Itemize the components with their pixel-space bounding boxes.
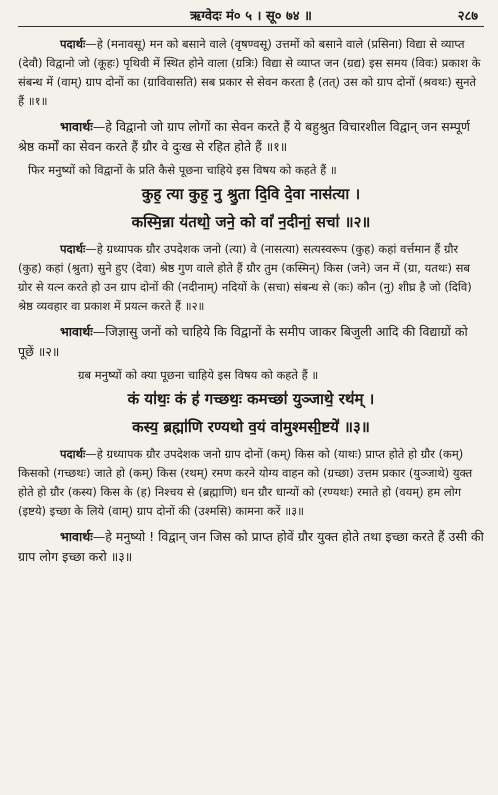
header-title: ऋग्वेदः मं० ५ । सू० ७४ ॥ xyxy=(190,9,312,24)
padartha-text: —हे (मनावसू) मन को बसाने वाले (वृषण्वसू) उत्तमों को बसाने वाले (प्रसिना) विद्या से व्याप्त (देवौ) विद्वानो जो (कूहः) पृथिवी में स्थित होने वाला (ग्रत्रिः) विद्या से व्याप्त जन (ग्रद्य) इस समय (विवः) प्रकाश के संबन्ध में (वाम्) ग्राप दोनों का (ग्राविवासति) सब प्रकार से सेवन करता है (तत्) उस को ग्राप दोनों (श्रवथः) सुनते हैं ॥१॥ xyxy=(18,37,481,108)
padartha-label: पदार्थः xyxy=(60,37,86,51)
mantra-3-line-2: कस्य॒ ब्रह्मा॑णि रण्यथो व॒यं वा॑मुश्मसी॒ष्टये॑ ॥३॥ xyxy=(132,418,370,436)
topic-intro-1: फिर मनुष्यों को विद्वानों के प्रति कैसे पूछना चाहिये इस विषय को कहते हैं ॥ xyxy=(28,163,337,177)
mantra-2-line-2: कस्मि॒न्ना य॑तथो॒ जने॒ को वां॑ न॒दीनां॒ सचा॑ ॥२॥ xyxy=(131,213,371,231)
running-header xyxy=(18,4,484,27)
bhavartha-label: भावार्थः xyxy=(60,119,93,134)
mantra-2-line-1: कुह॒ त्या कुह॒ नु श्रु॒ता दि॒वि दे॒वा नास॑त्या । xyxy=(141,185,361,203)
bhavartha-text: —हे मनुष्यो ! विद्वान् जन जिस को प्राप्त होवें ग्रौर युक्त होते तथा इच्छा करते हैं उसी की ग्राप लोग इच्छा करो ॥३॥ xyxy=(18,529,484,564)
mantra-3-line-1: कं या॑थः॒ कं ह॑ गच्छथः॒ कमच्छा॑ युञ्जाथे॒ रथ॑म् । xyxy=(127,390,375,408)
bhavartha-label: भावार्थः xyxy=(60,529,93,544)
padartha-label: पदार्थः xyxy=(60,447,86,461)
padartha-text: —हे ग्रध्यापक ग्रौर उपदेशक जनो (त्या) वे (नासत्या) सत्यस्वरूप (कुह) कहां वर्त्तमान हैं ग्रौर (कुह) कहां (श्रुता) सुने हुए (देवा) श्रेष्ठ गुण वाले होते हैं ग्रौर तुम (कस्मिन्) किस (जने) जन में (ग्रा, यतथः) सब ग्रोर से यत्न करते हो उन ग्राप दोनों की (नदीनाम्) नदियों के (सचा) संबन्ध से (कः) कौन (नु) शीघ्र है जो (दिवि) श्रेष्ठ व्यवहार वा प्रकाश में प्रयत्न करते हैं ॥२॥ xyxy=(18,242,472,313)
bhavartha-paragraph-1 xyxy=(18,117,484,157)
topic-intro-2: ग्रब मनुष्यों को क्या पूछना चाहिये इस विषय को कहते हैं ॥ xyxy=(78,368,319,382)
bhavartha-label: भावार्थः xyxy=(60,324,93,339)
padartha-paragraph-2 xyxy=(18,240,484,316)
padartha-label: पदार्थः xyxy=(60,242,86,256)
padartha-paragraph-3 xyxy=(18,445,484,521)
bhavartha-paragraph-2 xyxy=(18,322,484,362)
bhavartha-text: —जिज्ञासु जनों को चाहिये कि विद्वानों के समीप जाकर बिजुली आदि की विद्याग्रों को पूछें ॥२॥ xyxy=(18,324,468,359)
bhavartha-text: —हे विद्वानो जो ग्राप लोगों का सेवन करते हैं ये बहुश्रुत विचारशील विद्वान् जन सम्पूर्ण श्रेष्ठ कर्मों का सेवन करते हैं ग्रौर वे दुःख से रहित होते हैं ॥१॥ xyxy=(18,119,470,154)
bhavartha-paragraph-3 xyxy=(18,527,484,567)
padartha-paragraph-1 xyxy=(18,35,484,111)
page-number: २८७ xyxy=(457,9,478,24)
padartha-text: —हे ग्रध्यापक ग्रौर उपदेशक जनो ग्राप दोनों (कम्) किस को (याथः) प्राप्त होते हो ग्रौर (कम्) किसको (गच्छथः) जाते हो (कम्) किस (रथम्) रमण करने योग्य वाहन को (ग्रच्छा) उत्तम प्रकार (युञ्जाथे) युक्त होते हो ग्रौर (कस्य) किस के (ह) निश्चय से (ब्रह्माणि) धन ग्रौर धान्यों को (रण्यथः) रमाते हो (वयम्) हम लोग (इष्टये) इच्छा के लिये (वाम्) ग्राप दोनों की (उश्मसि) कामना करें ॥३॥ xyxy=(18,447,473,518)
